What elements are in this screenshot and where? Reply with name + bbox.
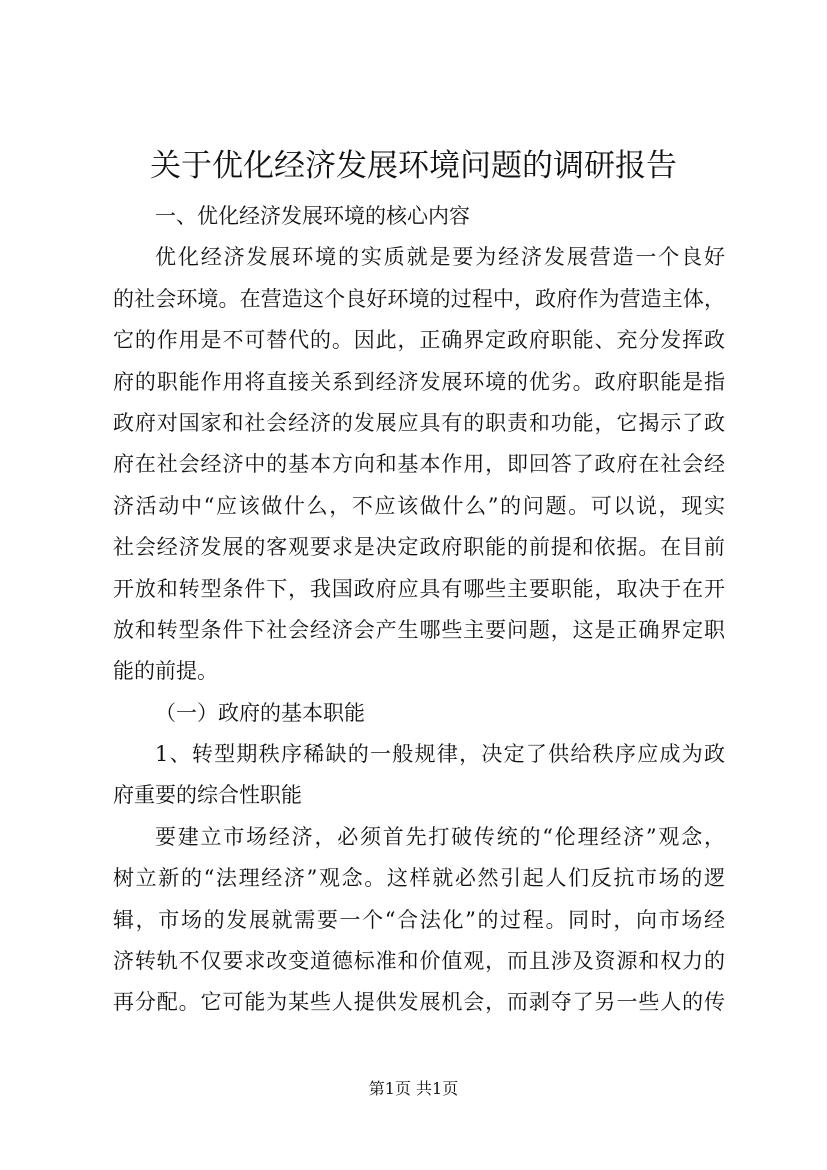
paragraph-line: 再分配。它可能为某些人提供发展机会，而剥夺了另一些人的传 bbox=[113, 990, 725, 1015]
paragraph-line: 社会经济发展的客观要求是决定政府职能的前提和依据。在目前 bbox=[113, 535, 725, 560]
section-heading: （一）政府的基本职能 bbox=[155, 700, 365, 725]
document-body bbox=[113, 196, 725, 1024]
paragraph-line: 它的作用是不可替代的。因此，正确界定政府职能、充分发挥政 bbox=[113, 328, 725, 353]
paragraph-line: 能的前提。 bbox=[113, 659, 218, 684]
page-footer: 第1页 共1页 bbox=[368, 1079, 459, 1098]
paragraph-line: 树立新的“法理经济”观念。这样就必然引起人们反抗市场的逻 bbox=[113, 866, 725, 891]
document-title: 关于优化经济发展环境问题的调研报告 bbox=[150, 148, 677, 184]
paragraph-line: 府在社会经济中的基本方向和基本作用，即回答了政府在社会经 bbox=[113, 452, 725, 477]
paragraph-line: 府重要的综合性职能 bbox=[113, 783, 302, 808]
paragraph-line: 的社会环境。在营造这个良好环境的过程中，政府作为营造主体， bbox=[113, 286, 725, 311]
paragraph-line: 辑，市场的发展就需要一个“合法化”的过程。同时，向市场经 bbox=[113, 907, 725, 932]
paragraph-line: 1、转型期秩序稀缺的一般规律，决定了供给秩序应成为政 bbox=[155, 742, 725, 767]
paragraph-line: 开放和转型条件下，我国政府应具有哪些主要职能，取决于在开 bbox=[113, 576, 725, 601]
paragraph-line: 济转轨不仅要求改变道德标准和价值观，而且涉及资源和权力的 bbox=[113, 949, 725, 974]
paragraph-line: 要建立市场经济，必须首先打破传统的“伦理经济”观念， bbox=[155, 824, 725, 849]
paragraph-line: 济活动中“应该做什么，不应该做什么”的问题。可以说，现实 bbox=[113, 493, 725, 518]
section-heading: 一、优化经济发展环境的核心内容 bbox=[155, 204, 470, 228]
paragraph-line: 优化经济发展环境的实质就是要为经济发展营造一个良好 bbox=[155, 245, 725, 270]
paragraph-line: 府的职能作用将直接关系到经济发展环境的优劣。政府职能是指 bbox=[113, 369, 725, 394]
paragraph-line: 放和转型条件下社会经济会产生哪些主要问题，这是正确界定职 bbox=[113, 617, 725, 642]
paragraph-line: 政府对国家和社会经济的发展应具有的职责和功能，它揭示了政 bbox=[113, 410, 725, 435]
